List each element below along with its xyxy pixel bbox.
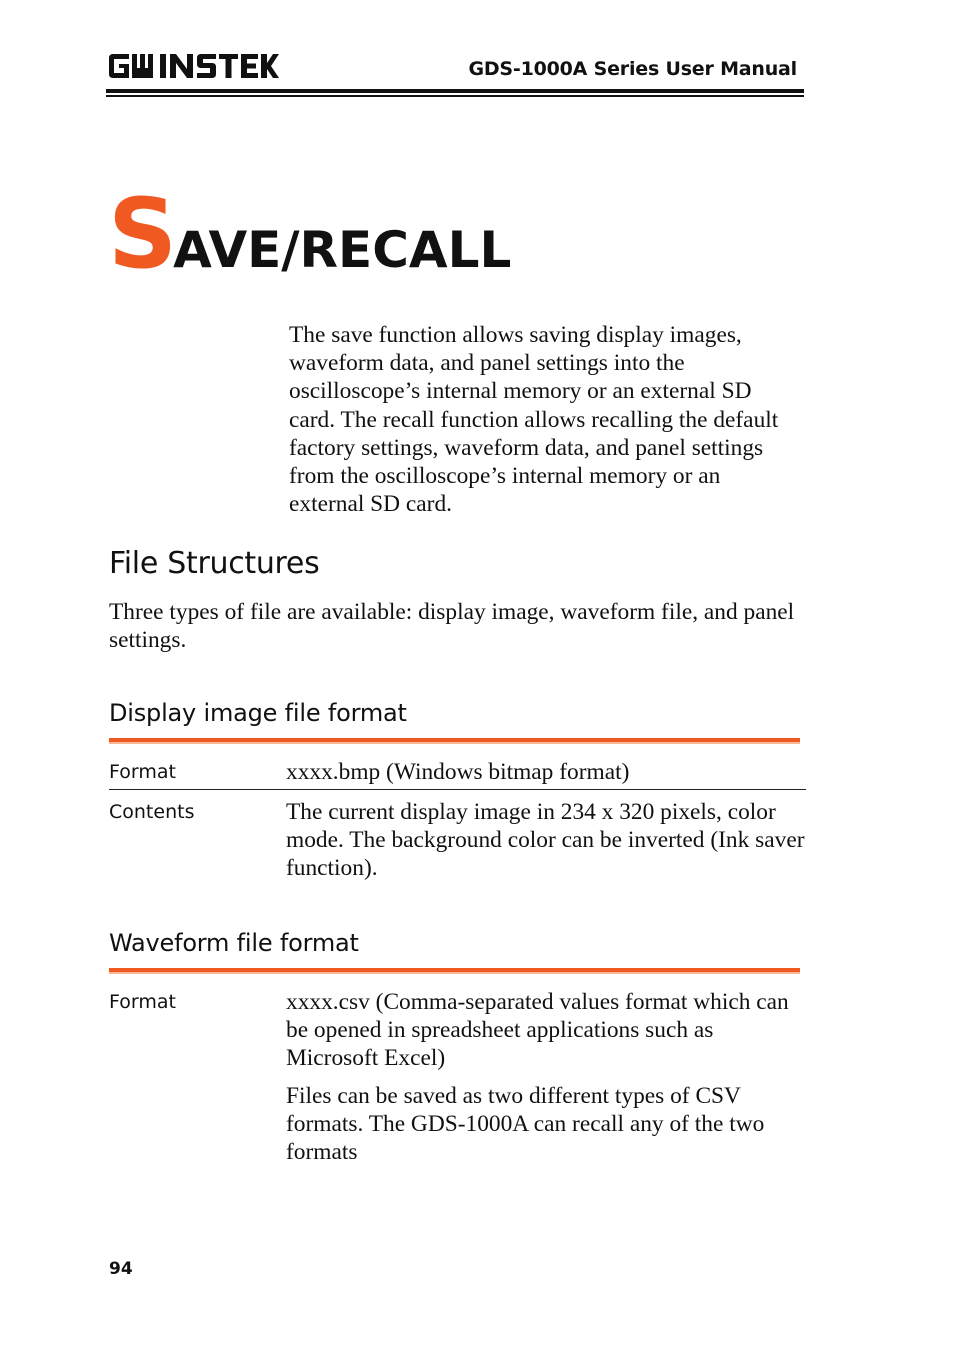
chapter-title-rest: AVE/RECALL <box>173 221 512 279</box>
display-format-label: Format <box>109 761 176 783</box>
table-row-divider <box>109 789 806 790</box>
section-heading-file-structures: File Structures <box>109 546 320 581</box>
subsection-rule-waveform <box>109 968 800 972</box>
display-contents-value: The current display image in 234 x 320 pixels, color mode. The background color can be inverted (Ink saver function). <box>286 799 805 882</box>
subsection-rule-display-image <box>109 738 800 742</box>
manual-title: GDS-1000A Series User Manual <box>468 58 797 80</box>
header-rule-thin <box>106 95 804 97</box>
display-format-value: xxxx.bmp (Windows bitmap format) <box>286 759 630 785</box>
page-number: 94 <box>109 1259 133 1279</box>
header-rule <box>106 89 804 93</box>
gw-instek-logo <box>109 54 279 82</box>
chapter-title <box>108 178 512 290</box>
subsection-heading-display-image: Display image file format <box>109 699 407 727</box>
chapter-intro: The save function allows saving display images, waveform data, and panel settings into the oscilloscope’s internal memory or an external SD card. The recall function allows recalling the default factory settings, waveform data, and panel settings from the oscilloscope’s internal memory or an external SD card. <box>289 322 779 518</box>
chapter-title-initial: S <box>108 178 176 290</box>
waveform-format-note: Files can be saved as two different types of CSV formats. The GDS-1000A can recall any of the two formats <box>286 1083 765 1166</box>
file-structures-lead: Three types of file are available: display image, waveform file, and panel settings. <box>109 599 795 654</box>
subsection-heading-waveform: Waveform file format <box>109 929 359 957</box>
waveform-format-value: xxxx.csv (Comma-separated values format which can be opened in spreadsheet applications such as Microsoft Excel) <box>286 989 789 1072</box>
display-contents-label: Contents <box>109 801 195 823</box>
waveform-format-label: Format <box>109 991 176 1013</box>
